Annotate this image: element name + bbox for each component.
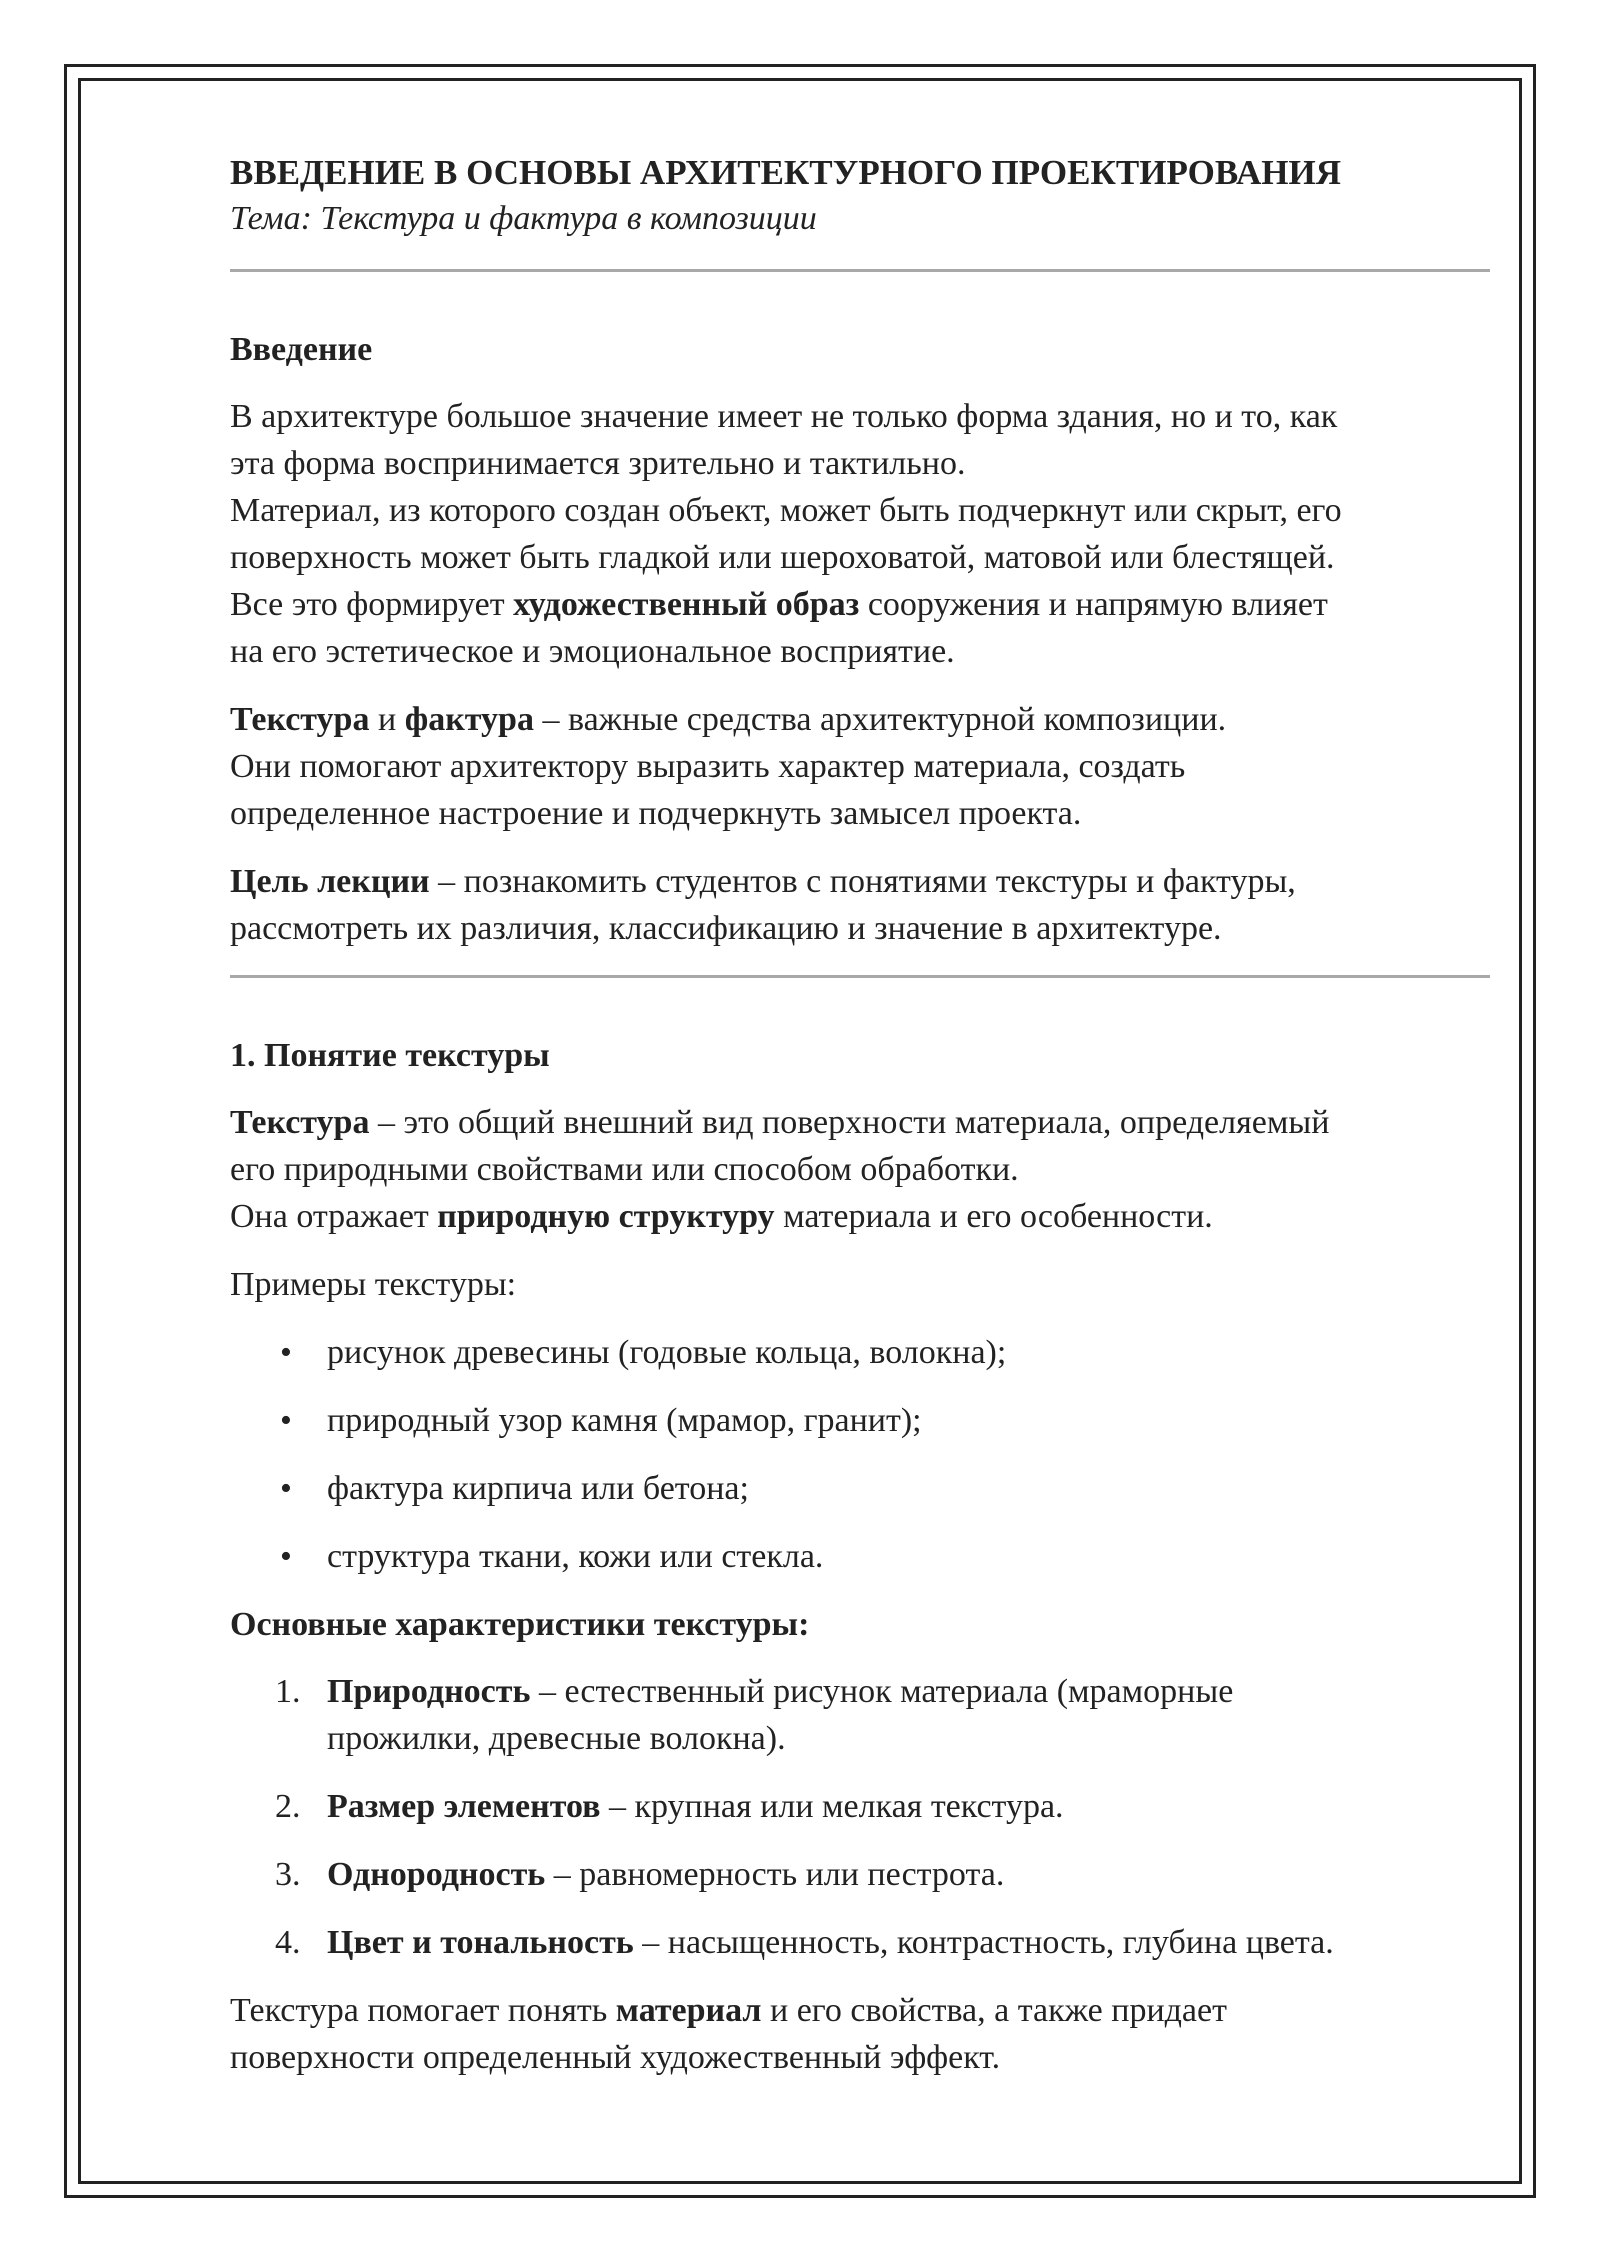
document-body	[230, 150, 1490, 2102]
text-line: рассмотреть их различия, классификацию и значение в архитектуре.	[230, 910, 1222, 947]
text-line: прожилки, древесные волокна).	[327, 1720, 786, 1757]
bold-term: материал	[615, 1992, 762, 2029]
text-span: – это общий внешний вид поверхности материала, определяемый	[369, 1104, 1330, 1141]
document-title: ВВЕДЕНИЕ В ОСНОВЫ АРХИТЕКТУРНОГО ПРОЕКТИРОВАНИЯ	[230, 153, 1341, 192]
list-item	[275, 1919, 1490, 1966]
list-number: 2.	[275, 1788, 301, 1825]
bold-term: Цвет и тональность	[327, 1924, 634, 1961]
bold-term: Текстура	[230, 1104, 370, 1141]
text-span: – познакомить студентов с понятиями текстуры и фактуры,	[429, 863, 1296, 900]
divider	[230, 975, 1490, 978]
list-item: • природный узор камня (мрамор, гранит);	[327, 1397, 1490, 1444]
list-item: • структура ткани, кожи или стекла.	[327, 1533, 1490, 1580]
text-span: Она отражает	[230, 1198, 438, 1235]
bold-term: Цель лекции	[230, 863, 430, 900]
list-number: 4.	[275, 1924, 301, 1961]
text-line	[230, 1193, 1490, 1240]
text-line: эта форма воспринимается зрительно и тактильно.	[230, 445, 966, 482]
text-span: Все это формирует	[230, 586, 514, 623]
list-item	[275, 1783, 1490, 1830]
text-span: – важные средства архитектурной композиции.	[533, 701, 1227, 738]
list-number: 3.	[275, 1856, 301, 1893]
list-number: 1.	[275, 1673, 301, 1710]
bold-term: природную структуру	[437, 1198, 775, 1235]
text-span: – естественный рисунок материала (мраморные	[530, 1673, 1234, 1710]
document-subtitle: Тема: Текстура и фактура в композиции	[230, 200, 817, 237]
list-item	[275, 1851, 1490, 1898]
examples-list	[230, 1329, 1490, 1580]
intro-paragraph-2	[230, 696, 1490, 837]
intro-paragraph-1	[230, 393, 1490, 675]
text-line	[230, 696, 1490, 743]
bold-term: Однородность	[327, 1856, 546, 1893]
definition-paragraph	[230, 1099, 1490, 1240]
divider	[230, 269, 1490, 272]
bold-term: Размер элементов	[327, 1788, 601, 1825]
text-line	[230, 581, 1490, 628]
intro-heading: Введение	[230, 331, 373, 368]
text-line: его природными свойствами или способом обработки.	[230, 1151, 1019, 1188]
text-span: – насыщенность, контрастность, глубина цвета.	[633, 1924, 1334, 1961]
characteristics-list	[230, 1668, 1490, 1966]
text-span: – равномерность или пестрота.	[545, 1856, 1005, 1893]
text-line	[327, 1668, 1490, 1715]
bold-term: фактура	[404, 701, 534, 738]
text-line: поверхности определенный художественный эффект.	[230, 2039, 1001, 2076]
bold-term: Природность	[327, 1673, 531, 1710]
text-line: В архитектуре большое значение имеет не только форма здания, но и то, как	[230, 398, 1338, 435]
text-line	[230, 858, 1490, 905]
list-item: • фактура кирпича или бетона;	[327, 1465, 1490, 1512]
examples-label: Примеры текстуры:	[230, 1266, 517, 1303]
list-item: • рисунок древесины (годовые кольца, волокна);	[327, 1329, 1490, 1376]
bold-term: художественный образ	[513, 586, 860, 623]
text-span: сооружения и напрямую влияет	[859, 586, 1328, 623]
text-span: и	[369, 701, 405, 738]
text-line	[230, 1099, 1490, 1146]
text-line	[230, 1987, 1490, 2034]
closing-paragraph	[230, 1987, 1490, 2081]
text-span: Текстура помогает понять	[230, 1992, 616, 2029]
text-line: поверхность может быть гладкой или шероховатой, матовой или блестящей.	[230, 539, 1335, 576]
text-line: Материал, из которого создан объект, может быть подчеркнут или скрыт, его	[230, 492, 1342, 529]
section-1-heading: 1. Понятие текстуры	[230, 1037, 550, 1074]
characteristics-heading: Основные характеристики текстуры:	[230, 1606, 810, 1643]
text-line: Они помогают архитектору выразить характер материала, создать	[230, 748, 1186, 785]
bold-term: Текстура	[230, 701, 370, 738]
text-span: материала и его особенности.	[774, 1198, 1213, 1235]
text-span: – крупная или мелкая текстура.	[600, 1788, 1064, 1825]
text-line: определенное настроение и подчеркнуть замысел проекта.	[230, 795, 1082, 832]
text-line: на его эстетическое и эмоциональное восприятие.	[230, 633, 955, 670]
list-item	[275, 1668, 1490, 1762]
text-span: и его свойства, а также придает	[761, 1992, 1227, 2029]
intro-paragraph-3	[230, 858, 1490, 952]
